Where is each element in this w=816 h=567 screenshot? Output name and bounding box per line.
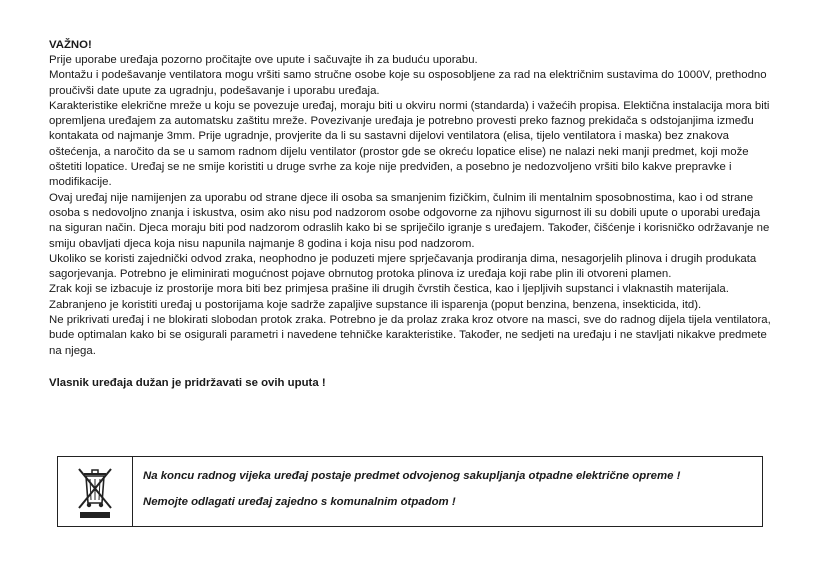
paragraph-usage-intro: Prije uporabe uređaja pozorno pročitajte ove upute i sačuvajte ih za buduću uporabu.	[49, 54, 478, 66]
heading-important: VAŽNO!	[49, 39, 92, 51]
paragraph-common-exhaust: Ukoliko se koristi zajednički odvod zraka, neophodno je poduzeti mjere sprječavanja prodiranja dima, nesagorjelih plinova i drugih produkata sagorjevanja. Potrebno je eliminirati mogućnost pojave obrnutog protoka plinova iz uređaja koji rabe plin ili otvoreni plamen.	[49, 252, 757, 281]
disposal-text	[133, 457, 762, 526]
disposal-line-end-of-life: Na koncu radnog vijeka uređaj postaje predmet odvojenog sakupljanja otpadne električne opreme !	[143, 470, 681, 482]
disposal-notice-box	[57, 456, 763, 527]
paragraph-electrical-network: Karakteristike elekrične mreže u koju se povezuje uređaj, moraju biti u okviru normi (standarda) i važećih propisa. Elektična instalacija mora biti opremljena uređajem za automatsku zaštitu mreže. Povezivanje uređaja je potrebno provesti preko faznog prekidača s odstojanjima između kontakata od najmanje 3mm. Prije ugradnje, provjerite da li su sastavni dijelovi ventilatora (elisa, tijelo ventilatora i maska) bez znakova oštećenja, a naročito da se u samom radnom dijelu ventilator (prostor gde se okreću lopatice elise) ne nalazi neki manji predmet, koji može oštetiti lopatice. Uređaj se ne smije koristiti u druge svrhe za koje nije predviđen, a posebno je nedozvoljeno vršiti bilo kakve prepravke i modifikacije.	[49, 99, 770, 189]
owner-obligation-note: Vlasnik uređaja dužan je pridržavati se ovih uputa !	[49, 376, 326, 389]
paragraph-exhaust-air: Zrak koji se izbacuje iz prostorije mora biti bez primjesa prašine ili drugih čvrstih čestica, kao i ljepljivih supstanci i vlaknastih materijala. Zabranjeno je koristiti uređaj u postorijama koje sadrže zapaljive supstance ili isparenja (poput benzina, benzena, insekticida, itd).	[49, 283, 729, 311]
paragraph-installation: Montažu i podešavanje ventilatora mogu vršiti samo stručne osobe koje su osposobljene za rad na električnim sustavima do 1000V, prethodno proučivši date upute za ugradnju, podešavanje i uporabu uređaja.	[49, 69, 767, 97]
instructions-body	[49, 53, 771, 359]
instructions-document	[49, 38, 771, 391]
weee-crossed-bin-icon	[58, 457, 133, 526]
disposal-line-no-municipal-waste: Nemojte odlagati uređaj zajedno s komunalnim otpadom !	[143, 496, 456, 508]
paragraph-airflow: Ne prikrivati uređaj i ne blokirati slobodan protok zraka. Potrebno je da prolaz zraka kroz otvore na masci, sve do radnog dijela tijela ventilatora, bude optimalan kako bi se osigurali parametri i navedene tehničke karakteristike. Također, ne sedjeti na uređaju i ne stavljati nikakve predmete na njega.	[49, 314, 771, 357]
paragraph-children-safety: Ovaj uređaj nije namijenjen za uporabu od strane djece ili osoba sa smanjenim fizičkim, čulnim ili mentalnim sposobnostima, kao i od strane osoba s nedovoljno znanja i iskustva, osim ako nisu pod nadzorom osobe odgovorne za njihovu sigurnost ili su dobili upute o uporabi uređaja na siguran način. Djeca moraju biti pod nadzorom odraslih kako bi se spriječilo igranje s uređajem. Također, čišćenje i korisničko održavanje ne smiju obavljati djeca koja nisu napunila najmanje 8 godina i koja nisu pod nadzorom.	[49, 191, 770, 250]
